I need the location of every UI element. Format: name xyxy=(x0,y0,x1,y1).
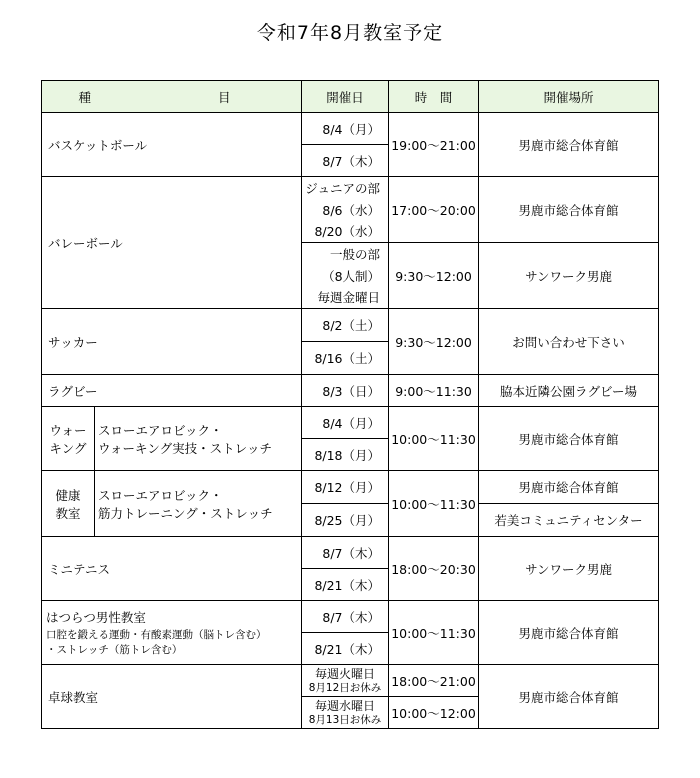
header-date: 開催日 xyxy=(302,81,389,113)
date-cell: 8/2（土） xyxy=(302,309,389,342)
description-line: ・ストレッチ（筋トレ含む） xyxy=(46,644,183,656)
time-cell: 17:00～20:00 xyxy=(389,177,479,243)
place-cell: お問い合わせ下さい xyxy=(479,309,659,375)
date-cell: 8/7（木） xyxy=(302,601,389,633)
place-cell: 男鹿市総合体育館 xyxy=(479,601,659,665)
time-cell: 10:00～12:00 xyxy=(389,697,479,729)
place-cell: 男鹿市総合体育館 xyxy=(479,113,659,177)
event-name: サッカー xyxy=(42,309,302,375)
event-description xyxy=(95,407,302,471)
category-line: 教室 xyxy=(55,505,81,521)
date-cell: 毎週金曜日 xyxy=(302,287,389,309)
time-cell: 10:00～11:30 xyxy=(389,601,479,665)
date-cell: 8/25（月） xyxy=(302,504,389,537)
time-cell: 9:00～11:30 xyxy=(389,375,479,407)
table-row xyxy=(42,407,659,439)
date-cell xyxy=(302,697,389,729)
place-cell: 男鹿市総合体育館 xyxy=(479,407,659,471)
table-row xyxy=(42,665,659,697)
time-cell: 10:00～11:30 xyxy=(389,471,479,537)
time-cell: 10:00～11:30 xyxy=(389,407,479,471)
date-cell: 8/4（月） xyxy=(302,407,389,439)
description-line: スローエアロビック・ xyxy=(98,487,223,503)
category-cell xyxy=(42,471,95,537)
header-row xyxy=(42,81,659,113)
date-cell: 8/16（土） xyxy=(302,342,389,375)
event-name: ミニテニス xyxy=(42,537,302,601)
date-cell: 8/7（木） xyxy=(302,145,389,177)
closure-note: 8月12日お休み xyxy=(308,681,382,694)
table-row xyxy=(42,113,659,145)
place-cell: 若美コミュニティセンター xyxy=(479,504,659,537)
description-line: 筋力トレーニング・ストレッチ xyxy=(98,505,273,521)
time-cell: 18:00～20:30 xyxy=(389,537,479,601)
weekday-text: 毎週火曜日 xyxy=(315,666,376,681)
category-line: 健康 xyxy=(55,487,81,503)
place-cell: 男鹿市総合体育館 xyxy=(479,471,659,504)
date-cell: 8/18（月） xyxy=(302,439,389,471)
header-time: 時 間 xyxy=(389,81,479,113)
table-row xyxy=(42,471,659,504)
schedule-table xyxy=(41,80,659,729)
event-name: バスケットボール xyxy=(42,113,302,177)
event-name: ラグビー xyxy=(42,375,302,407)
header-event: 種 目 xyxy=(42,81,302,113)
table-row xyxy=(42,375,659,407)
event-name: バレーボール xyxy=(42,177,302,309)
description-line: ウォーキング実技・ストレッチ xyxy=(98,440,273,456)
page-title: 令和7年8月教室予定 xyxy=(256,22,444,44)
place-cell: 男鹿市総合体育館 xyxy=(479,665,659,729)
category-line: キング xyxy=(49,440,87,456)
date-cell: 8/6（水） xyxy=(302,199,389,221)
date-cell xyxy=(302,665,389,697)
place-cell: サンワーク男鹿 xyxy=(479,243,659,309)
table-row xyxy=(42,309,659,342)
table-row xyxy=(42,537,659,569)
category-line: ウォー xyxy=(49,422,87,438)
place-cell: 男鹿市総合体育館 xyxy=(479,177,659,243)
description-line: 口腔を鍛える運動・有酸素運動（脳トレ含む） xyxy=(46,629,267,641)
date-cell: 一般の部 xyxy=(302,243,389,265)
time-cell: 9:30～12:00 xyxy=(389,243,479,309)
date-cell: 8/12（月） xyxy=(302,471,389,504)
event-name: はつらつ男性教室 xyxy=(46,610,146,625)
table-row xyxy=(42,177,659,199)
table-row xyxy=(42,601,659,633)
date-cell: 8/21（木） xyxy=(302,633,389,665)
description-line: スローエアロビック・ xyxy=(98,422,223,438)
category-cell xyxy=(42,407,95,471)
header-place: 開催場所 xyxy=(479,81,659,113)
date-cell: 8/21（木） xyxy=(302,569,389,601)
time-cell: 18:00～21:00 xyxy=(389,665,479,697)
closure-note: 8月13日お休み xyxy=(308,713,382,726)
date-cell: 8/7（木） xyxy=(302,537,389,569)
event-description xyxy=(42,601,302,665)
date-cell: ジュニアの部 xyxy=(302,177,389,199)
place-cell: サンワーク男鹿 xyxy=(479,537,659,601)
event-description xyxy=(95,471,302,537)
date-cell: （8人制） xyxy=(302,265,389,287)
place-cell: 脇本近隣公園ラグビー場 xyxy=(479,375,659,407)
time-cell: 19:00～21:00 xyxy=(389,113,479,177)
event-name: 卓球教室 xyxy=(42,665,302,729)
date-cell: 8/4（月） xyxy=(302,113,389,145)
date-cell: 8/3（日） xyxy=(302,375,389,407)
weekday-text: 毎週水曜日 xyxy=(315,698,376,713)
date-cell: 8/20（水） xyxy=(302,221,389,243)
time-cell: 9:30～12:00 xyxy=(389,309,479,375)
